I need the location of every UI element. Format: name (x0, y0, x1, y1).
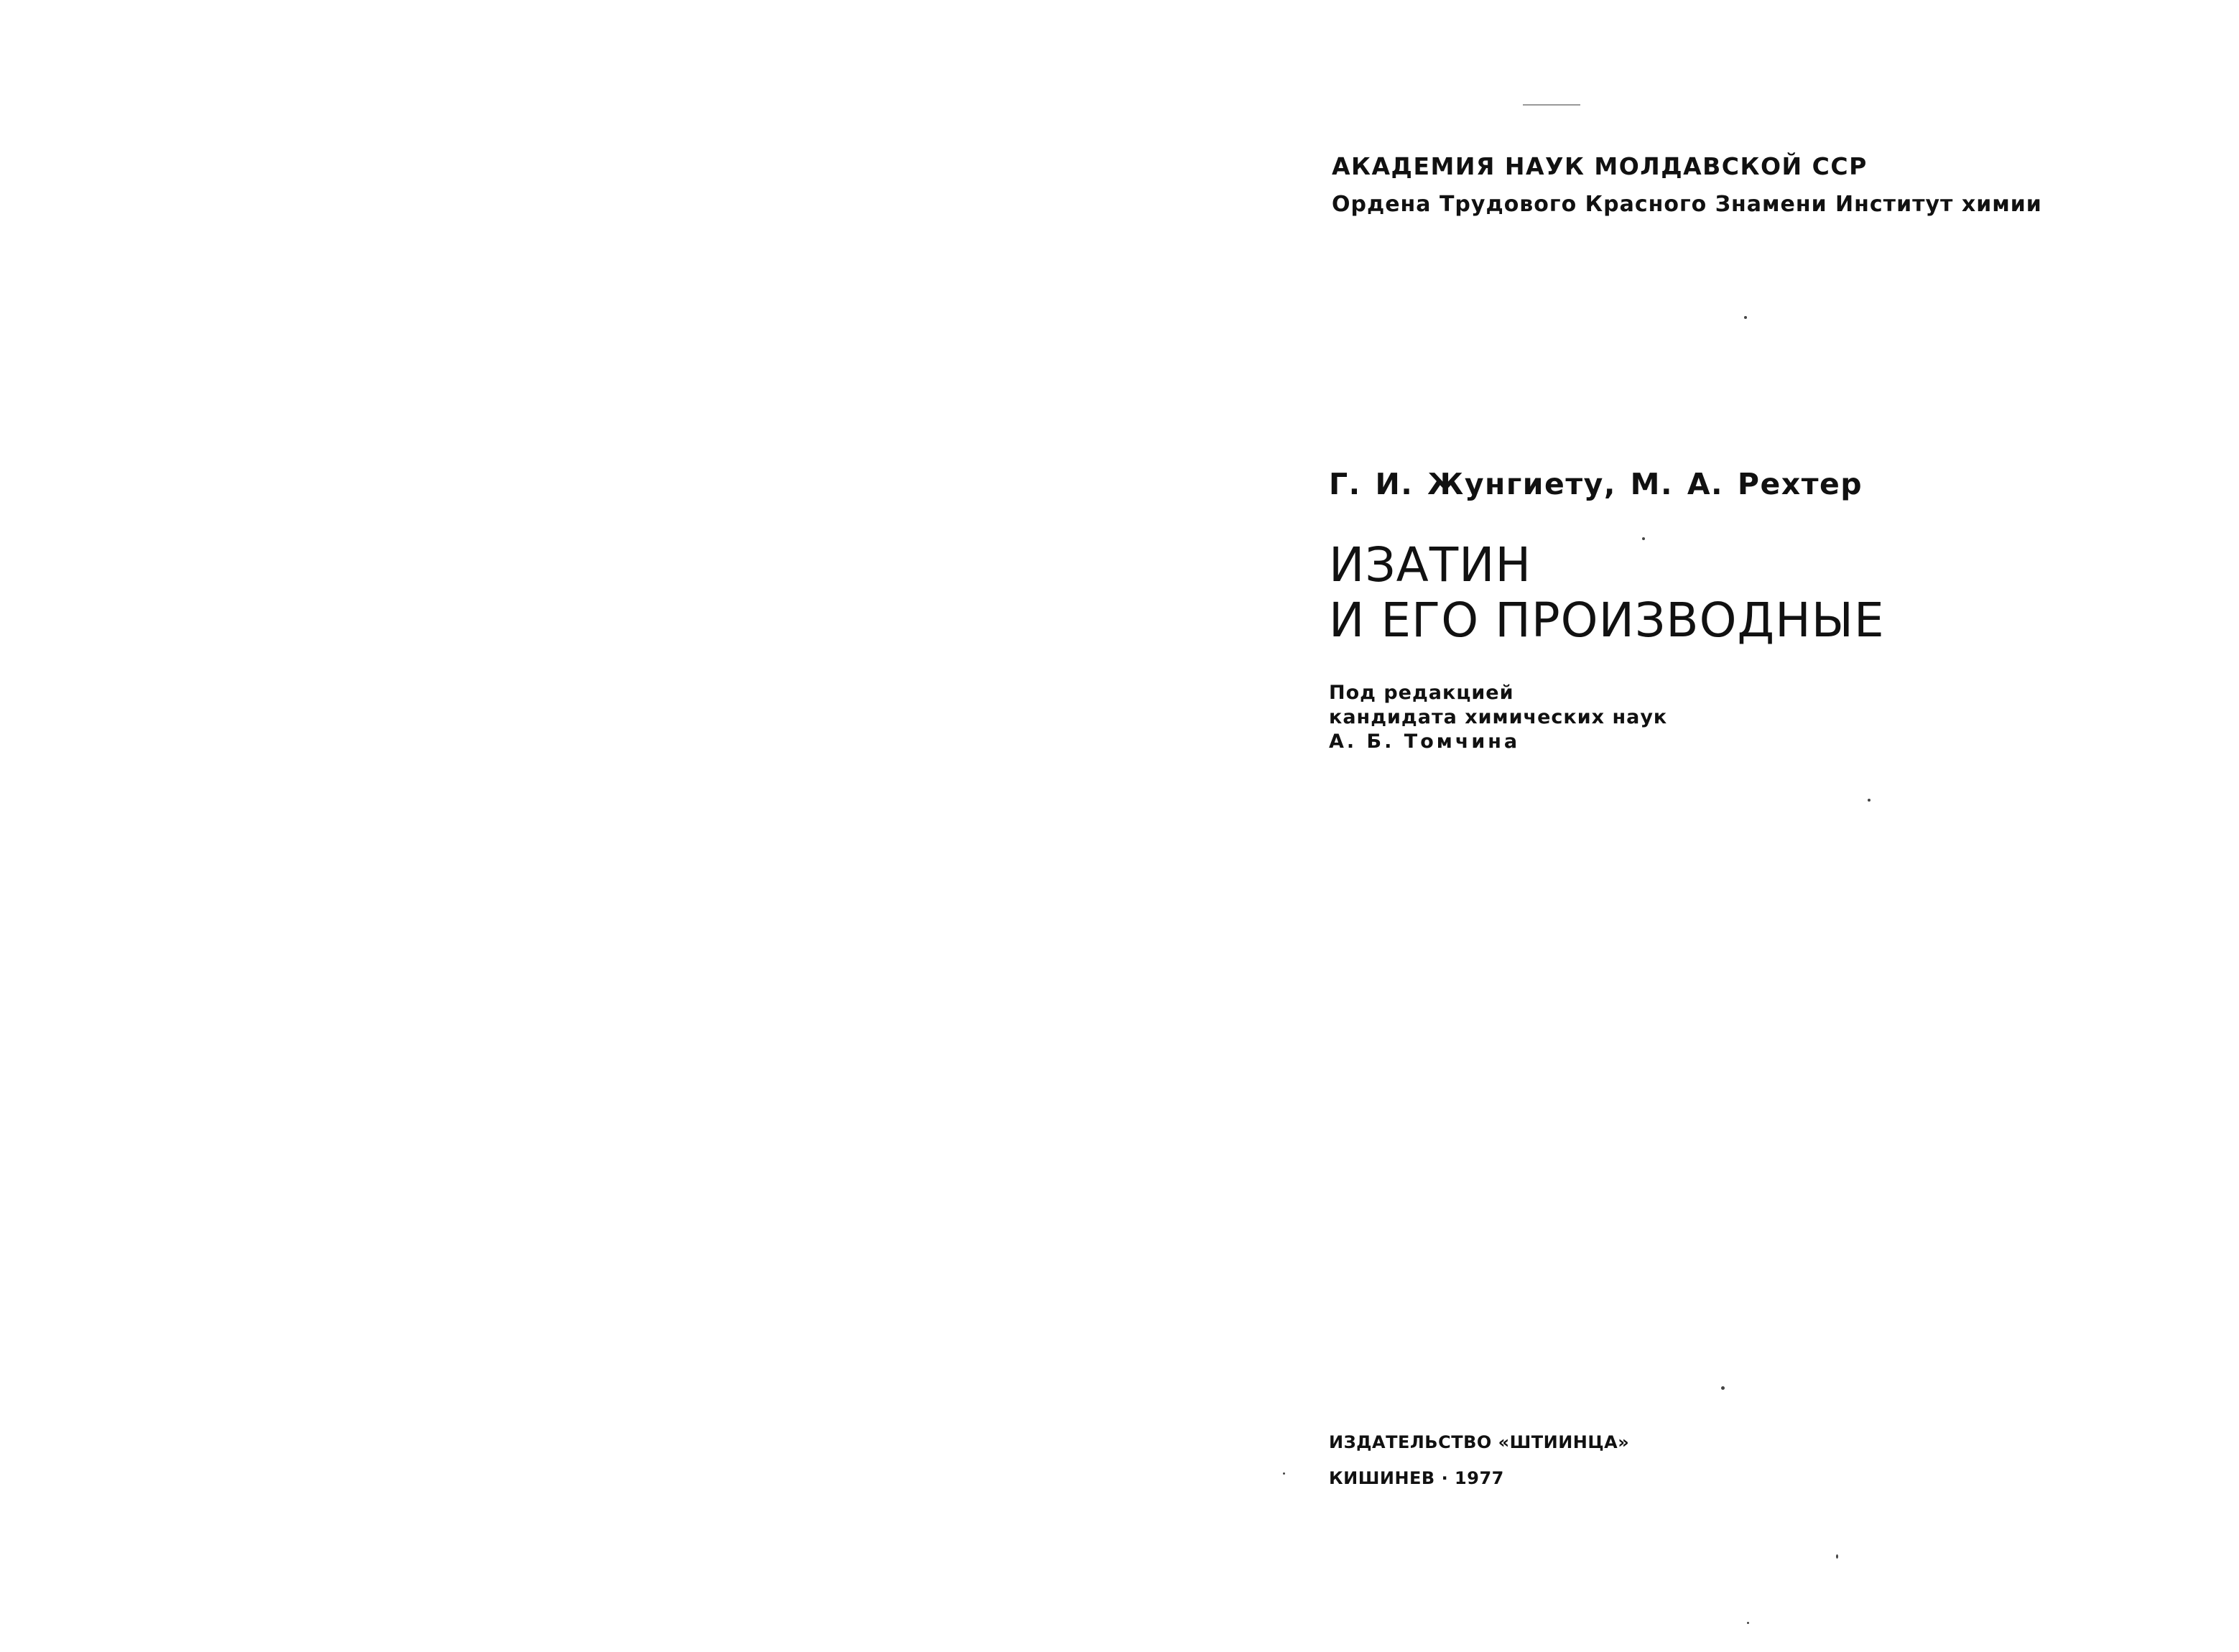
scan-speck (1283, 1472, 1285, 1475)
book-title-line-1: ИЗАТИН (1329, 537, 1532, 593)
institute-name: Ордена Трудового Красного Знамени Институт химии (1332, 192, 2042, 217)
scan-speck (1836, 1554, 1838, 1559)
book-title-line-2: И ЕГО ПРОИЗВОДНЫЕ (1329, 593, 1885, 648)
title-page (1119, 0, 2239, 1652)
scan-speck (1744, 316, 1747, 319)
scan-speck (1868, 799, 1871, 802)
city-year: КИШИНЕВ · 1977 (1329, 1468, 1504, 1488)
editor-line-2: кандидата химических наук (1329, 706, 1668, 728)
authors: Г. И. Жунгиету, М. А. Рехтер (1329, 467, 1863, 501)
scan-speck (1747, 1622, 1749, 1624)
imprint (1329, 1424, 1629, 1496)
publisher-name: ИЗДАТЕЛЬСТВО «ШТИИНЦА» (1329, 1432, 1630, 1452)
editor-line-1: Под редакцией (1329, 682, 1514, 704)
editor-name: А. Б. Томчина (1329, 730, 1521, 753)
scan-speck (1523, 104, 1580, 106)
book-title (1329, 537, 1885, 648)
scan-speck (1721, 1386, 1725, 1390)
editor-block (1329, 681, 1667, 754)
scan-speck (1642, 537, 1645, 540)
academy-name: АКАДЕМИЯ НАУК МОЛДАВСКОЙ ССР (1332, 152, 1868, 180)
left-page-blank (0, 0, 1119, 1652)
